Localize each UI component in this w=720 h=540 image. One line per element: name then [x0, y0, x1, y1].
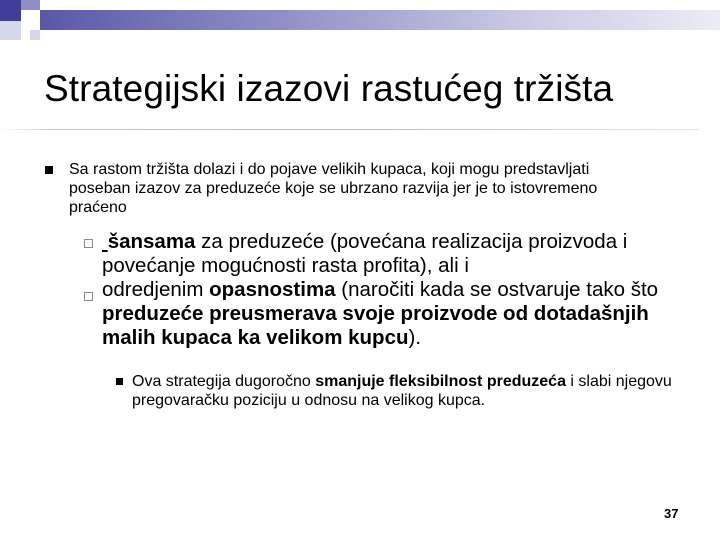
hollow-square-bullet-icon: [84, 292, 93, 301]
bullet-text-strategy: [132, 372, 692, 410]
bullet-bold: smanjuje fleksibilnost preduzeća: [315, 373, 566, 390]
sub-bullet-list: [102, 230, 682, 350]
bullet-text-main: Sa rastom tržišta dolazi i do pojave velikih kupaca, koji mogu predstavljati poseban izazov za preduzeće koje se ubrzano razvija jer je to istovremeno praćeno: [69, 161, 598, 216]
header-gradient-bar: [40, 10, 720, 30]
bullet-text: i slabi njegovu pregovaračku poziciju u odnosu na velikog kupca.: [132, 373, 672, 409]
decor-square-mid: [21, 0, 40, 10]
sub-bullet-text: ).: [408, 326, 422, 349]
sub-bullet-text: odredjenim: [102, 278, 210, 301]
sub-bullet-bold: preduzeće preusmerava svoje proizvode od dotadašnjih malih kupaca ka velikom kupcu: [102, 302, 649, 349]
sub-bullet-text: za preduzeće (povećana realizacija proizvoda i povećanje mogućnosti rasta profita), ali i: [102, 230, 628, 277]
sub-bullet-text: (naročiti kada se ostvaruje tako što: [335, 278, 659, 301]
decor-square-white: [21, 10, 40, 30]
decor-square-small: [30, 30, 40, 40]
hollow-square-bullet-icon: [84, 239, 93, 248]
sub-bullet-item-dangers: [102, 278, 682, 350]
sub-bullet-bold: šansama: [107, 230, 196, 253]
bullet-text: Ova strategija dugoročno: [132, 373, 316, 390]
sub-bullet-item-chances: [102, 230, 682, 278]
decor-square-dark: [0, 0, 21, 21]
page-number: 37: [664, 506, 679, 521]
title-divider: [0, 129, 700, 130]
sub-bullet-bold: opasnostima: [209, 278, 336, 301]
decor-square-light: [0, 21, 21, 40]
bullet-square-icon: [116, 378, 123, 385]
bullet-square-icon: [45, 166, 53, 174]
slide-title: Strategijski izazovi rastućeg tržišta: [44, 68, 614, 109]
